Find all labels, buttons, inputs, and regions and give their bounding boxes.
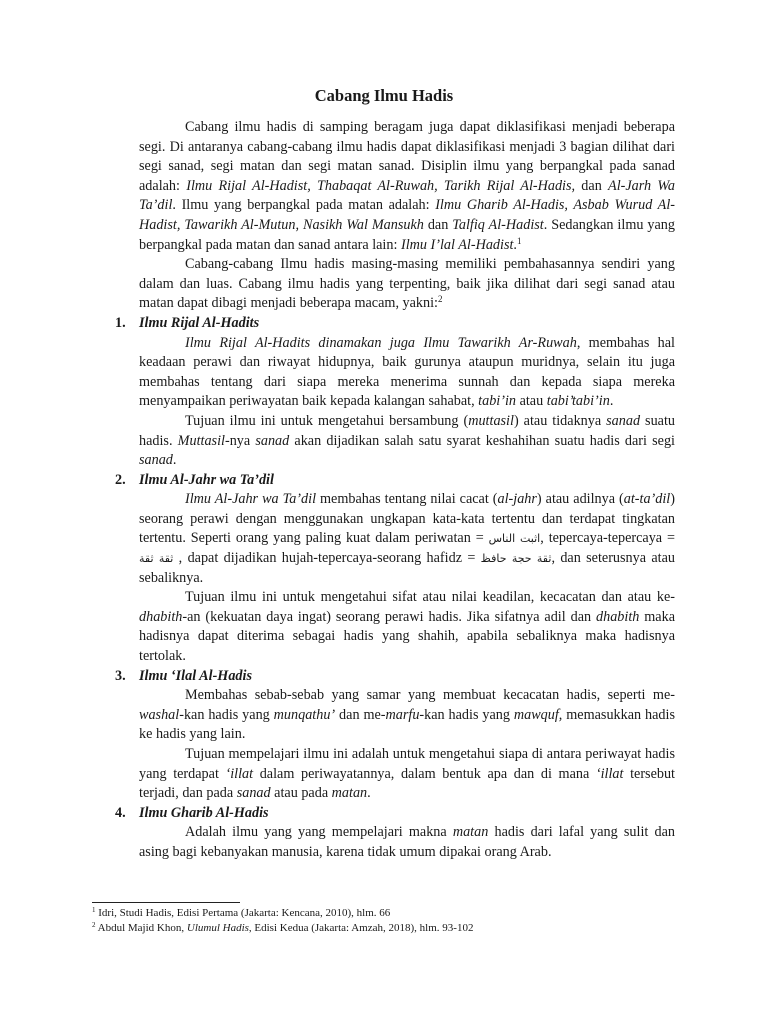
footnote-number: 1 bbox=[92, 906, 96, 914]
section-heading-4 bbox=[115, 804, 675, 824]
footnote-1: $^1$ Idri, Studi Hadis, Edisi Pertama (Jakarta: Kencana, 2010), hlm. 66 bbox=[92, 906, 391, 919]
section-title: Ilmu Gharib Al-Hadis bbox=[139, 804, 269, 821]
section-2-paragraph-1: Ilmu Al-Jahr wa Ta’dil membahas tentang nilai cacat (al-jahr) atau adilnya (at-ta’dil) seorang perawi dengan menggunakan ungkapan kata-kata tertentu dan terdapat tingkatan tertentu. Seperti orang yang paling kuat dalam periwatan = اثبت الناس, tepercaya-tepercaya = ثقة ثقة , dapat dijadikan hujah-tepercaya-seorang hafidz = ثقة حجة حافظ, dan seterusnya atau sebaliknya. bbox=[139, 491, 676, 586]
footnotes bbox=[92, 906, 692, 935]
document-body bbox=[115, 118, 676, 863]
section-3-paragraph-1: Membahas sebab-sebab yang samar yang membuat kecacatan hadis, seperti me-washal-kan hadis yang munqathu’ dan me-marfu-kan hadis yang mawquf, memasukkan hadis ke hadis yang lain. bbox=[139, 687, 675, 743]
arabic-term-2: ثقة ثقة bbox=[139, 552, 174, 566]
section-1-paragraph-2: Tujuan ilmu ini untuk mengetahui bersambung (muttasil) atau tidaknya sanad suatu hadis. Muttasil-nya sanad akan dijadikan salah satu syarat keshahihan suatu hadis dari segi sanad. bbox=[139, 412, 676, 469]
page-title: Cabang Ilmu Hadis bbox=[314, 86, 454, 105]
intro-paragraph-2: Cabang-cabang Ilmu hadis masing-masing memiliki pembahasannya sendiri yang dalam dan luas. Cabang ilmu hadis yang terpenting, baik jika dilihat dari segi sanad atau matan dapat dibagi menjadi beberapa macam, yakni:$^2$ bbox=[139, 256, 675, 312]
section-1-paragraph-1: Ilmu Rijal Al-Hadits dinamakan juga Ilmu Tawarikh Ar-Ruwah, membahas hal keadaan perawi dan riwayat hidupnya, baik gurunya ataupun muridnya, selain itu juga membahas tentang dari siapa mereka menerima sunnah dan kepada siapa mereka menyampaikan periwayatan baik kepada kalangan sahabat, tabi’in atau tabi’tabi’in. bbox=[139, 334, 675, 410]
intro-paragraph-1: Cabang ilmu hadis di samping beragam juga dapat diklasifikasi menjadi beberapa segi. Di antaranya cabang-cabang ilmu hadis dapat diklasifikasi menjadi 3 bagian dilihat dari segi sanad, segi matan dan segi matan sanad. Disiplin ilmu yang berpangkal pada sanad adalah: Ilmu Rijal Al-Hadist, Thabaqat Al-Ruwah, Tarikh Rijal Al-Hadis, dan Al-Jarh Wa Ta’dil. Ilmu yang berpangkal pada matan adalah: Ilmu Gharib Al-Hadis, Asbab Wurud Al-Hadist, Tawarikh Al-Mutun, Nasikh Wal Mansukh dan Talfiq Al-Hadist. Sedangkan ilmu yang berpangkal pada matan dan sanad antara lain: Ilmu I’lal Al-Hadist.$^1$ bbox=[139, 119, 675, 253]
section-number: 4. bbox=[115, 804, 126, 821]
section-heading-2 bbox=[115, 471, 675, 491]
section-heading-3 bbox=[115, 667, 675, 687]
section-number: 2. bbox=[115, 471, 126, 488]
section-title: Ilmu Al-Jahr wa Ta’dil bbox=[139, 471, 274, 488]
footnote-divider bbox=[92, 902, 240, 903]
footnote-2: $^2$ Abdul Majid Khon, Ulumul Hadis, Edisi Kedua (Jakarta: Amzah, 2018), hlm. 93-102 bbox=[92, 920, 474, 934]
section-4-paragraph-1: Adalah ilmu yang yang mempelajari makna matan hadis dari lafal yang sulit dan asing bagi kebanyakan manusia, karena tidak umum dipakai orang Arab. bbox=[139, 824, 675, 860]
section-title: Ilmu ‘Ilal Al-Hadis bbox=[139, 667, 252, 684]
section-3-paragraph-2: Tujuan mempelajari ilmu ini adalah untuk mengetahui siapa di antara periwayat hadis yang terdapat ‘illat dalam periwayatannya, dalam bentuk apa dan di mana ‘illat tersebut terjadi, dan pada sanad atau pada matan. bbox=[139, 746, 675, 802]
section-heading-1 bbox=[115, 314, 675, 334]
section-number: 1. bbox=[115, 314, 126, 331]
section-title: Ilmu Rijal Al-Hadits bbox=[139, 314, 260, 331]
arabic-term-3: ثقة حجة حافظ bbox=[480, 552, 552, 566]
arabic-term-1: اثبت الناس bbox=[488, 532, 541, 546]
footnote-ref-2[interactable]: 2 bbox=[438, 294, 443, 305]
section-2-paragraph-2: Tujuan ilmu ini untuk mengetahui sifat atau nilai keadilan, kecacatan dan atau ke-dhabith-an (kekuatan daya ingat) seorang perawi hadis. Jika sifatnya adil dan dhabith maka hadisnya dapat diterima sebagai hadis yang shahih, apabila sebaliknya maka hadisnya tertolak. bbox=[139, 589, 675, 665]
section-number: 3. bbox=[115, 667, 126, 684]
footnote-number: 2 bbox=[92, 920, 96, 929]
footnote-ref-1[interactable]: 1 bbox=[516, 235, 522, 246]
